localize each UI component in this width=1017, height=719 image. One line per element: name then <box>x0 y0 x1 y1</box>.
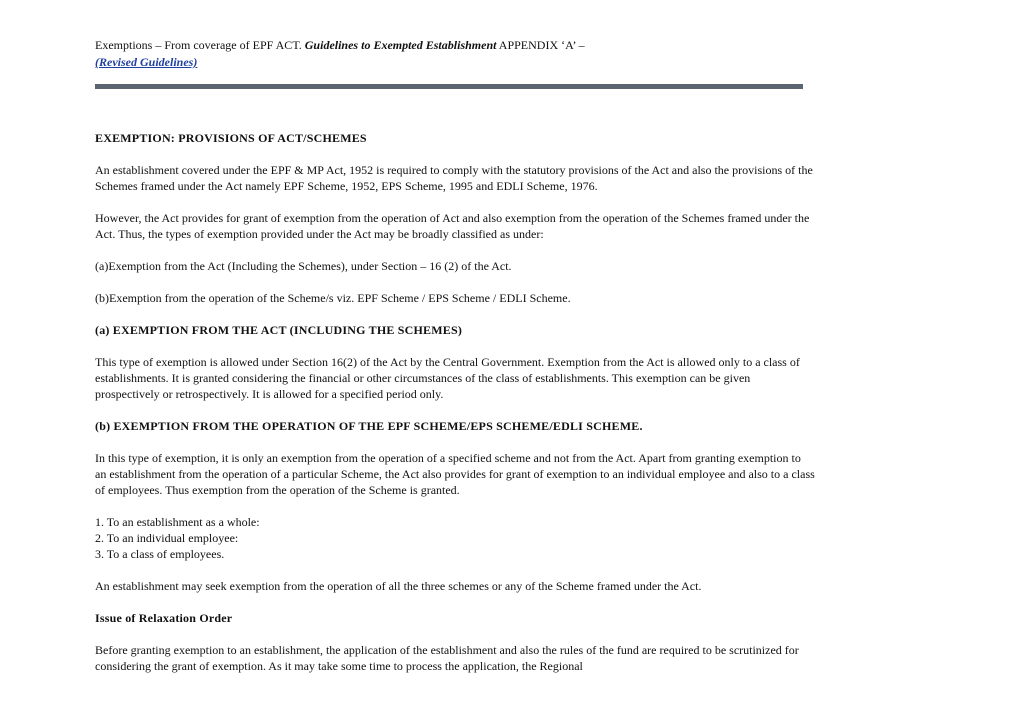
header-line-1 <box>95 38 815 52</box>
header-title: Exemptions – From coverage of EPF ACT. <box>95 38 305 52</box>
header-guidelines-title: Guidelines to Exempted Establishment <box>304 38 497 52</box>
section-heading-b: (b) EXEMPTION FROM THE OPERATION OF THE EPF SCHEME/EPS SCHEME/EDLI SCHEME. <box>95 419 643 433</box>
document-header <box>95 38 815 69</box>
header-appendix: APPENDIX ‘A’ – <box>496 38 585 52</box>
paragraph: An establishment covered under the EPF & MP Act, 1952 is required to comply with the statutory provisions of the Act and also the provisions of the Schemes framed under the Act namely EPF Scheme, 1952, EPS Scheme, 1995 and EDLI Scheme, 1976. <box>95 163 813 193</box>
list-item: 1. To an establishment as a whole: <box>95 515 260 529</box>
paragraph: However, the Act provides for grant of exemption from the operation of Act and also exemption from the operation of the Schemes framed under the Act. Thus, the types of exemption provided under the Act may be broadly classified as under: <box>95 211 810 241</box>
paragraph: This type of exemption is allowed under Section 16(2) of the Act by the Central Government. Exemption from the Act is allowed only to a class of establishments. It is granted considering the financial or other circumstances of the class of establishments. This exemption can be given prospectively or retrospectively. It is allowed for a specified period only. <box>95 355 800 401</box>
exemption-list <box>95 514 815 562</box>
list-item: 2. To an individual employee: <box>95 531 239 545</box>
header-divider <box>95 84 803 89</box>
paragraph: In this type of exemption, it is only an exemption from the operation of a specified scheme and not from the Act. Apart from granting exemption to an establishment from the operation of a particular Scheme, the Act also provides for grant of exemption to an individual employee and also to a class of employees. Thus exemption from the operation of the Scheme is granted. <box>95 451 815 497</box>
section-heading-a: (a) EXEMPTION FROM THE ACT (INCLUDING THE SCHEMES) <box>95 323 463 337</box>
section-heading-relaxation: Issue of Relaxation Order <box>95 611 233 625</box>
paragraph: (a)Exemption from the Act (Including the Schemes), under Section – 16 (2) of the Act. <box>95 259 512 273</box>
paragraph: An establishment may seek exemption from the operation of all the three schemes or any of the Scheme framed under the Act. <box>95 579 702 593</box>
header-line-2 <box>95 55 815 69</box>
document-body <box>95 130 815 690</box>
paragraph: Before granting exemption to an establishment, the application of the establishment and also the rules of the fund are required to be scrutinized for considering the grant of exemption. As it may take some time to process the application, the Regional <box>95 643 799 673</box>
section-title: EXEMPTION: PROVISIONS OF ACT/SCHEMES <box>95 131 367 145</box>
paragraph: (b)Exemption from the operation of the Scheme/s viz. EPF Scheme / EPS Scheme / EDLI Scheme. <box>95 291 571 305</box>
revised-guidelines-link[interactable]: (Revised Guidelines) <box>95 55 198 69</box>
list-item: 3. To a class of employees. <box>95 547 225 561</box>
